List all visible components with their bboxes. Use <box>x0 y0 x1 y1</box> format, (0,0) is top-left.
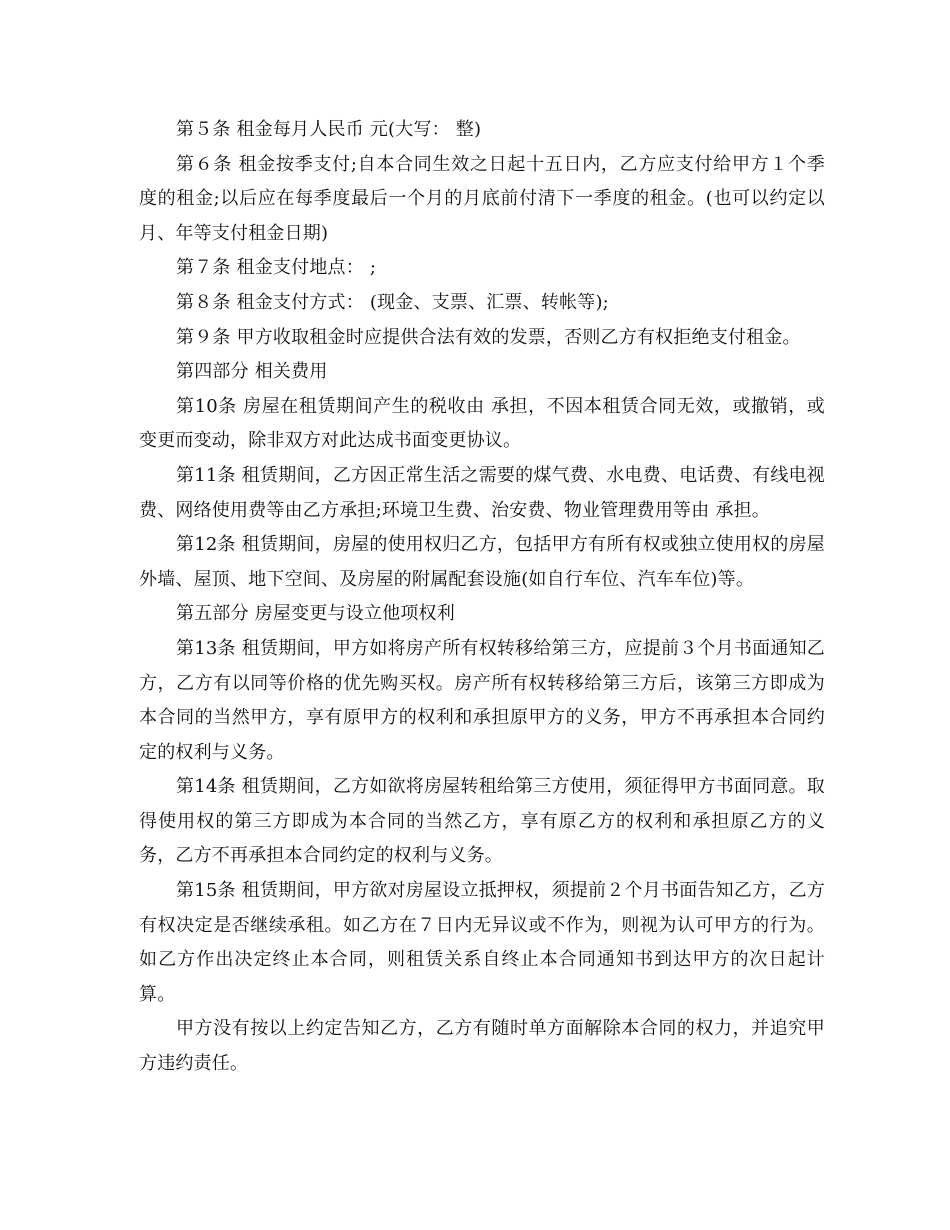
clause-10-taxes: 第10条 房屋在租赁期间产生的税收由 承担，不因本租赁合同无效，或撤销，或变更而变动，除非双方对此达成书面变更协议。 <box>139 395 825 452</box>
section-heading-changes-and-rights: 第五部分 房屋变更与设立他项权利 <box>176 603 455 625</box>
clause-notice-breach: 甲方没有按以上约定告知乙方，乙方有随时单方面解除本合同的权力，并追究甲方违约责任。 <box>139 1018 825 1075</box>
clause-15-mortgage: 第15条 租赁期间，甲方欲对房屋设立抵押权，须提前２个月书面告知乙方，乙方有权决定是否继续承租。如乙方在７日内无异议或不作为，则视为认可甲方的行为。如乙方作出决定终止本合同，则租赁关系自终止本合同通知书到达甲方的次日起计算。 <box>139 880 825 1005</box>
clause-5-rent-amount: 第５条 租金每月人民币 元(大写： 整) <box>176 119 482 140</box>
clause-7-payment-location: 第７条 租金支付地点： ; <box>176 257 377 279</box>
clause-6-rent-payment-schedule: 第６条 租金按季支付;自本合同生效之日起十五日内，乙方应支付给甲方１个季度的租金;以后应在每季度最后一个月的月底前付清下一季度的租金。(也可以约定以月、年等支付租金日期) <box>139 153 825 244</box>
clause-12-usage-rights: 第12条 租赁期间，房屋的使用权归乙方，包括甲方有所有权或独立使用权的房屋外墙、屋顶、地下空间、及房屋的附属配套设施(如自行车位、汽车车位)等。 <box>139 534 825 590</box>
clause-11-utility-fees: 第11条 租赁期间，乙方因正常生活之需要的煤气费、水电费、电话费、有线电视费、网络使用费等由乙方承担;环境卫生费、治安费、物业管理费用等由 承担。 <box>139 464 825 521</box>
section-heading-related-fees: 第四部分 相关费用 <box>176 361 328 383</box>
clause-14-sublease: 第14条 租赁期间，乙方如欲将房屋转租给第三方使用，须征得甲方书面同意。取得使用权的第三方即成为本合同的当然乙方，享有原乙方的权利和承担原乙方的义务，乙方不再承担本合同约定的权利与义务。 <box>139 776 825 867</box>
clause-9-invoice: 第９条 甲方收取租金时应提供合法有效的发票，否则乙方有权拒绝支付租金。 <box>176 326 801 348</box>
clause-8-payment-method: 第８条 租金支付方式： (现金、支票、汇票、转帐等); <box>176 291 609 313</box>
contract-text-body <box>139 113 825 1082</box>
clause-13-ownership-transfer: 第13条 租赁期间，甲方如将房产所有权转移给第三方，应提前３个月书面通知乙方，乙方有以同等价格的优先购买权。房产所有权转移给第三方后，该第三方即成为本合同的当然甲方，享有原甲方的权利和承担原甲方的义务，甲方不再承担本合同约定的权利与义务。 <box>139 637 825 763</box>
